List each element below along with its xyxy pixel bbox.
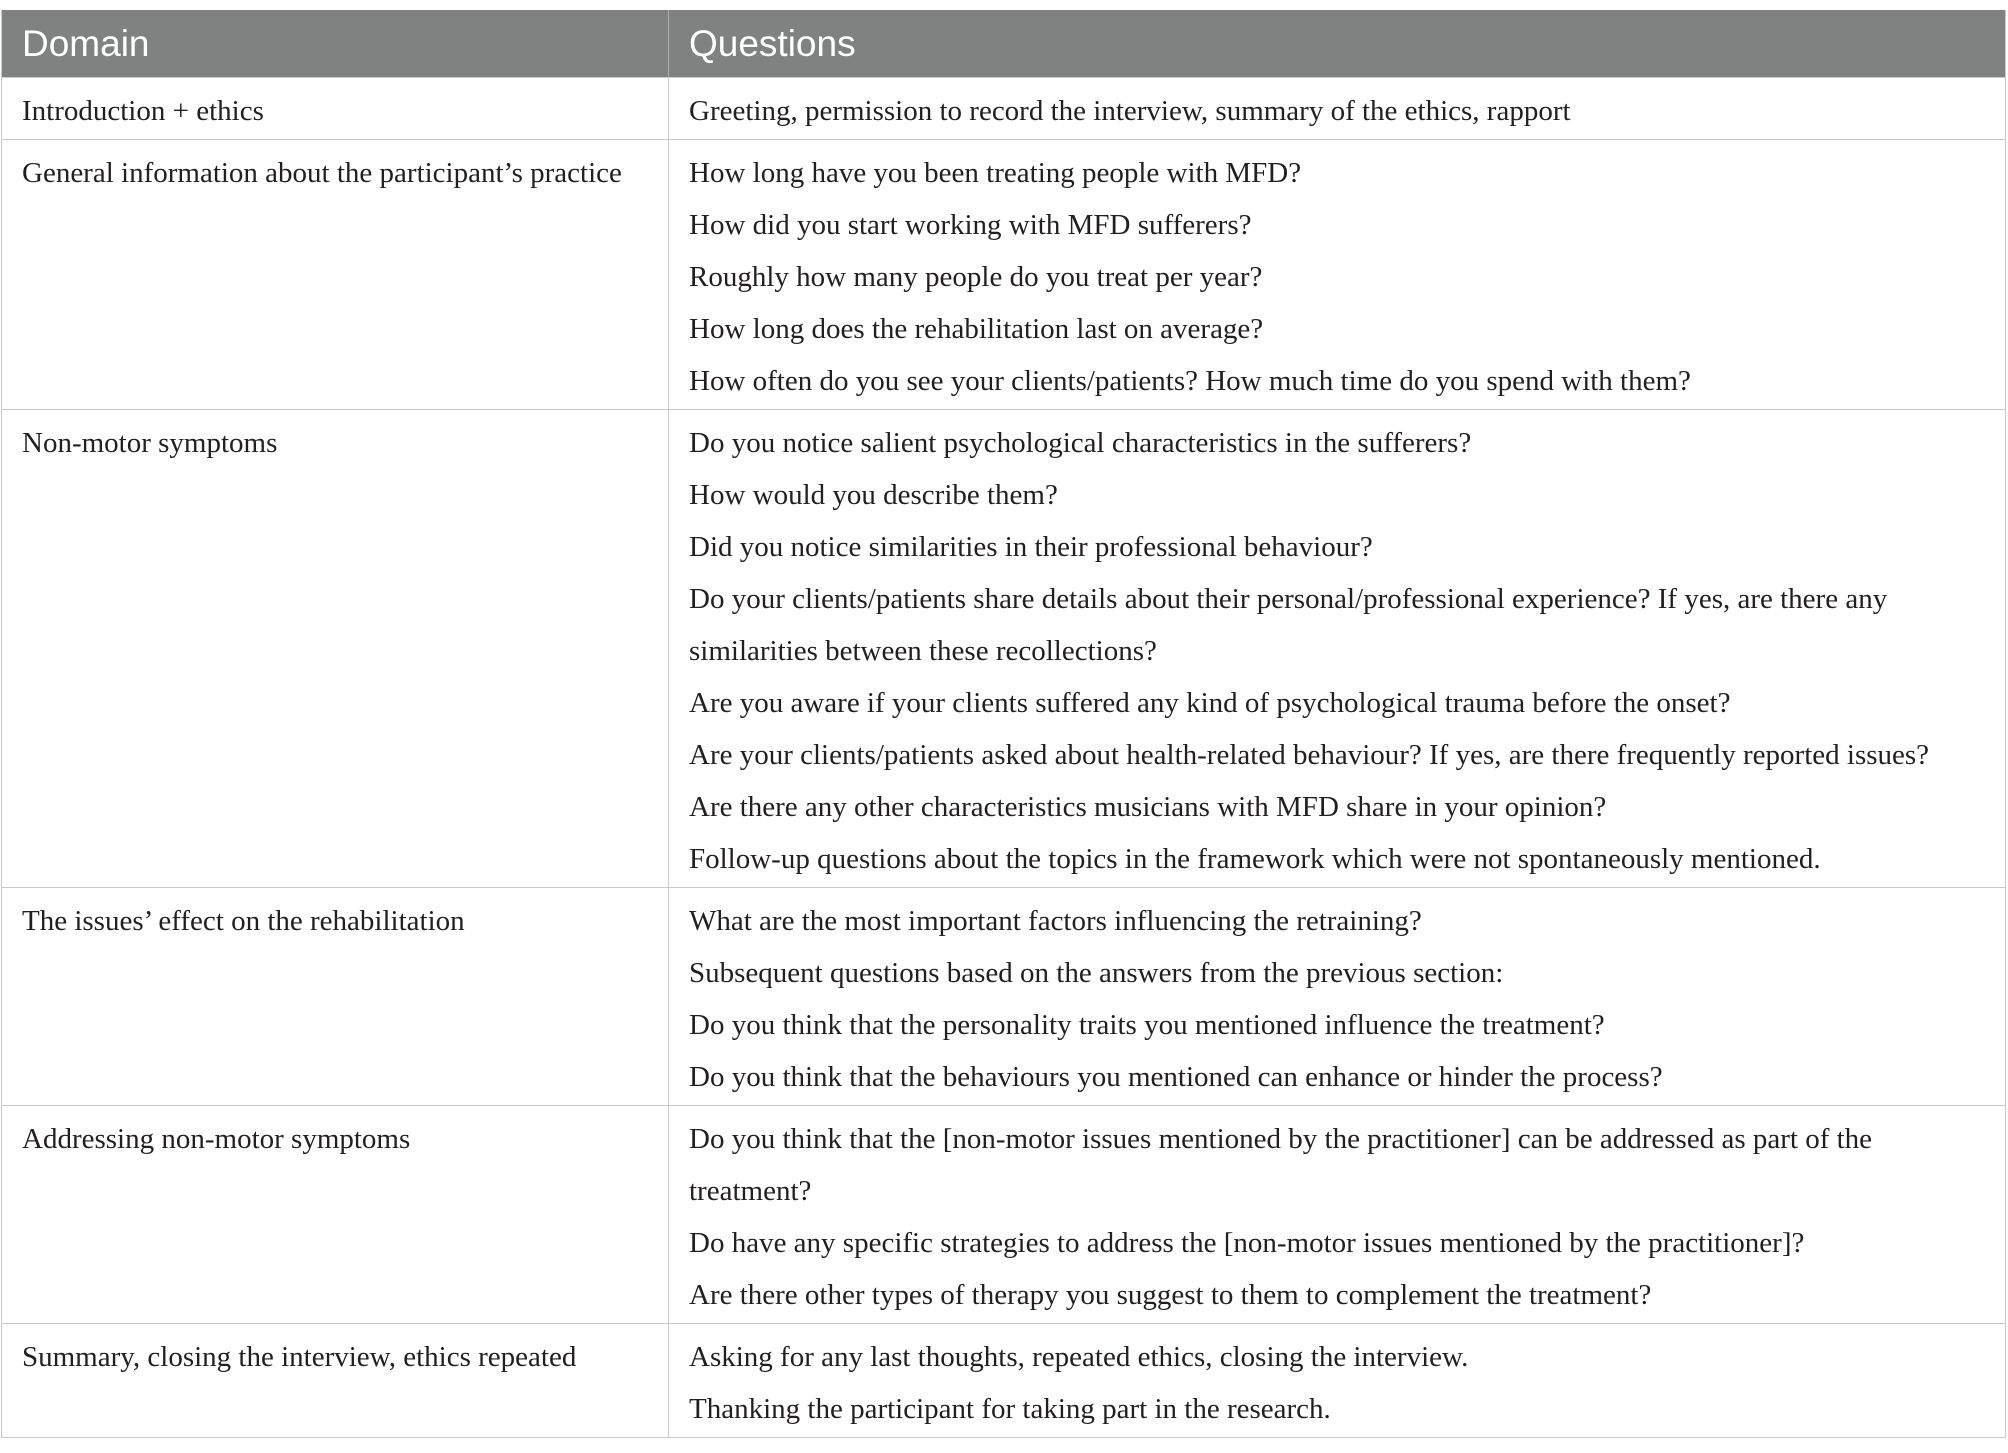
table-row	[2, 139, 2005, 409]
question-item: How long have you been treating people with MFD?	[689, 157, 1302, 189]
domain-cell: General information about the participant’s practice	[2, 140, 669, 409]
question-item: Do you notice salient psychological characteristics in the sufferers?	[689, 427, 1472, 459]
table-row	[2, 409, 2005, 887]
question-item: How did you start working with MFD sufferers?	[689, 209, 1252, 241]
question-item: Are your clients/patients asked about health-related behaviour? If yes, are there frequently reported issues?	[689, 739, 1930, 771]
question-item: Roughly how many people do you treat per year?	[689, 261, 1263, 293]
question-item: How often do you see your clients/patients? How much time do you spend with them?	[689, 365, 1691, 397]
questions-cell	[669, 140, 2005, 409]
table-row	[2, 77, 2005, 139]
question-item: Do you think that the behaviours you mentioned can enhance or hinder the process?	[689, 1061, 1663, 1093]
domain-cell: The issues’ effect on the rehabilitation	[2, 888, 669, 1105]
questions-cell	[669, 410, 2005, 887]
question-item: Do your clients/patients share details about their personal/professional experience? If yes, are there any similarities between these recollections?	[689, 583, 1888, 667]
domain-cell: Non-motor symptoms	[2, 410, 669, 887]
question-item: Follow-up questions about the topics in the framework which were not spontaneously mentioned.	[689, 843, 1821, 875]
questions-cell	[669, 1106, 2005, 1323]
question-item: Are you aware if your clients suffered any kind of psychological trauma before the onset?	[689, 687, 1731, 719]
questions-cell	[669, 888, 2005, 1105]
question-item: Greeting, permission to record the interview, summary of the ethics, rapport	[689, 95, 1571, 127]
table-header-row	[2, 10, 2005, 77]
table-row	[2, 1105, 2005, 1323]
domain-cell: Addressing non-motor symptoms	[2, 1106, 669, 1323]
question-item: Asking for any last thoughts, repeated ethics, closing the interview.	[689, 1341, 1469, 1373]
domain-cell: Introduction + ethics	[2, 78, 669, 139]
header-cell-questions: Questions	[689, 23, 856, 64]
question-item: Do you think that the personality traits you mentioned influence the treatment?	[689, 1009, 1605, 1041]
domain-cell: Summary, closing the interview, ethics repeated	[2, 1324, 669, 1437]
question-item: Do have any specific strategies to address the [non-motor issues mentioned by the practitioner]?	[689, 1227, 1805, 1259]
question-item: Are there other types of therapy you suggest to them to complement the treatment?	[689, 1279, 1652, 1311]
question-item: Thanking the participant for taking part in the research.	[689, 1393, 1331, 1425]
question-item: How would you describe them?	[689, 479, 1058, 511]
question-item: Are there any other characteristics musicians with MFD share in your opinion?	[689, 791, 1607, 823]
question-item: Do you think that the [non-motor issues mentioned by the practitioner] can be addressed as part of the treatment?	[689, 1123, 1873, 1207]
question-item: How long does the rehabilitation last on average?	[689, 313, 1264, 345]
question-item: What are the most important factors influencing the retraining?	[689, 905, 1422, 937]
questions-cell	[669, 78, 2005, 139]
questions-cell	[669, 1324, 2005, 1437]
table-row	[2, 1323, 2005, 1437]
question-item: Subsequent questions based on the answers from the previous section:	[689, 957, 1504, 989]
interview-guide-table	[1, 10, 2006, 1438]
question-item: Did you notice similarities in their professional behaviour?	[689, 531, 1373, 563]
table-row	[2, 887, 2005, 1105]
header-cell-domain: Domain	[2, 10, 669, 77]
